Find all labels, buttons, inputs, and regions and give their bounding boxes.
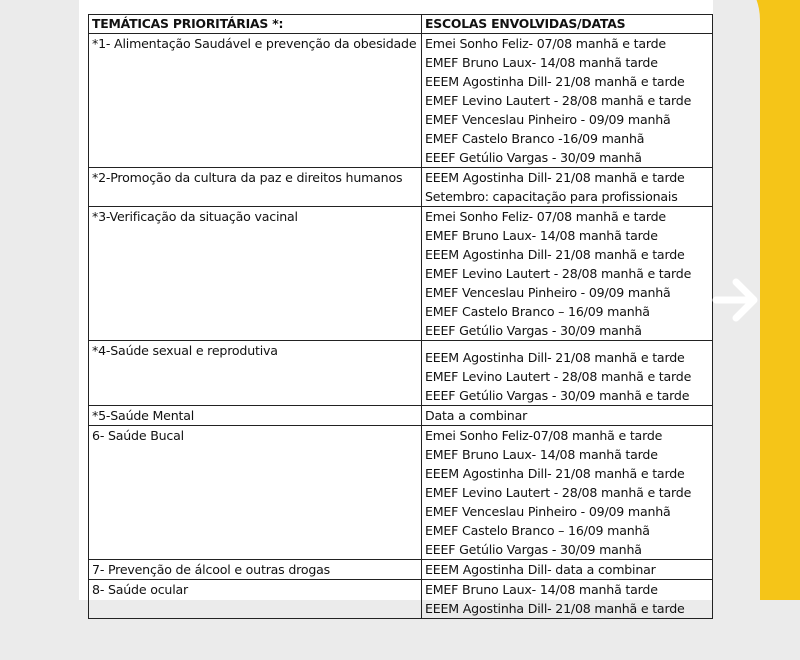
school-date-entry: EMEF Levino Lautert - 28/08 manhã e tarde — [425, 485, 692, 500]
school-date-entry: Data a combinar — [425, 408, 528, 423]
arrow-right-icon[interactable] — [712, 276, 762, 324]
school-date-entry: EMEF Venceslau Pinheiro - 09/09 manhã — [425, 504, 671, 519]
school-date-entry: EMEF Castelo Branco -16/09 manhã — [425, 131, 645, 146]
school-date-entry: EEEM Agostinha Dill- 21/08 manhã e tarde — [425, 350, 685, 365]
school-date-entry: EEEF Getúlio Vargas - 30/09 manhã e tarde — [425, 388, 690, 403]
schools-cell — [422, 207, 713, 341]
school-date-entry: EMEF Bruno Laux- 14/08 manhã tarde — [425, 447, 658, 462]
school-date-entry: EMEF Bruno Laux- 14/08 manhã tarde — [425, 55, 658, 70]
theme-cell: *5-Saúde Mental — [89, 406, 422, 426]
school-date-entry: EEEM Agostinha Dill- 21/08 manhã e tarde — [425, 247, 685, 262]
schools-cell — [422, 34, 713, 168]
table-row — [89, 426, 713, 560]
school-date-entry: EEEM Agostinha Dill- 21/08 manhã e tarde — [425, 601, 685, 616]
theme-cell: *3-Verificação da situação vacinal — [89, 207, 422, 341]
school-date-entry: EMEF Levino Lautert - 28/08 manhã e tarde — [425, 93, 692, 108]
school-date-entry: EMEF Bruno Laux- 14/08 manhã tarde — [425, 582, 658, 597]
school-date-entry: EEEF Getúlio Vargas - 30/09 manhã — [425, 150, 642, 165]
schools-cell — [422, 560, 713, 580]
priority-themes-table — [88, 14, 713, 619]
school-date-entry: EEEF Getúlio Vargas - 30/09 manhã — [425, 542, 642, 557]
school-date-entry: EMEF Castelo Branco – 16/09 manhã — [425, 523, 650, 538]
theme-cell: 8- Saúde ocular — [89, 580, 422, 619]
header-schools: ESCOLAS ENVOLVIDAS/DATAS — [422, 15, 713, 34]
school-date-entry: Emei Sonho Feliz- 07/08 manhã e tarde — [425, 209, 666, 224]
school-date-entry: EEEM Agostinha Dill- 21/08 manhã e tarde — [425, 74, 685, 89]
table-row — [89, 406, 713, 426]
theme-cell: *4-Saúde sexual e reprodutiva — [89, 341, 422, 406]
schools-cell — [422, 168, 713, 207]
header-themes: TEMÁTICAS PRIORITÁRIAS *: — [89, 15, 422, 34]
school-date-entry: EEEM Agostinha Dill- data a combinar — [425, 562, 656, 577]
school-date-entry: EEEM Agostinha Dill- 21/08 manhã e tarde — [425, 466, 685, 481]
table-row — [89, 207, 713, 341]
theme-cell: 6- Saúde Bucal — [89, 426, 422, 560]
table-row — [89, 168, 713, 207]
schools-cell — [422, 426, 713, 560]
theme-cell: *2-Promoção da cultura da paz e direitos humanos — [89, 168, 422, 207]
table-row — [89, 34, 713, 168]
school-date-entry: EMEF Venceslau Pinheiro - 09/09 manhã — [425, 112, 671, 127]
school-date-entry: EEEM Agostinha Dill- 21/08 manhã e tarde — [425, 170, 685, 185]
schools-cell — [422, 341, 713, 406]
schools-cell — [422, 580, 713, 619]
schools-cell — [422, 406, 713, 426]
school-date-entry: Emei Sonho Feliz-07/08 manhã e tarde — [425, 428, 663, 443]
table-row — [89, 341, 713, 406]
school-date-entry: Emei Sonho Feliz- 07/08 manhã e tarde — [425, 36, 666, 51]
school-date-entry: EMEF Levino Lautert - 28/08 manhã e tarde — [425, 266, 692, 281]
school-date-entry: Setembro: capacitação para profissionais — [425, 189, 678, 204]
table-row — [89, 580, 713, 619]
school-date-entry: EMEF Venceslau Pinheiro - 09/09 manhã — [425, 285, 671, 300]
table-row — [89, 560, 713, 580]
theme-cell: 7- Prevenção de álcool e outras drogas — [89, 560, 422, 580]
school-date-entry: EMEF Levino Lautert - 28/08 manhã e tarde — [425, 369, 692, 384]
theme-cell: *1- Alimentação Saudável e prevenção da obesidade — [89, 34, 422, 168]
school-date-entry: EMEF Bruno Laux- 14/08 manhã tarde — [425, 228, 658, 243]
school-date-entry: EEEF Getúlio Vargas - 30/09 manhã — [425, 323, 642, 338]
table-header-row — [89, 15, 713, 34]
school-date-entry: EMEF Castelo Branco – 16/09 manhã — [425, 304, 650, 319]
